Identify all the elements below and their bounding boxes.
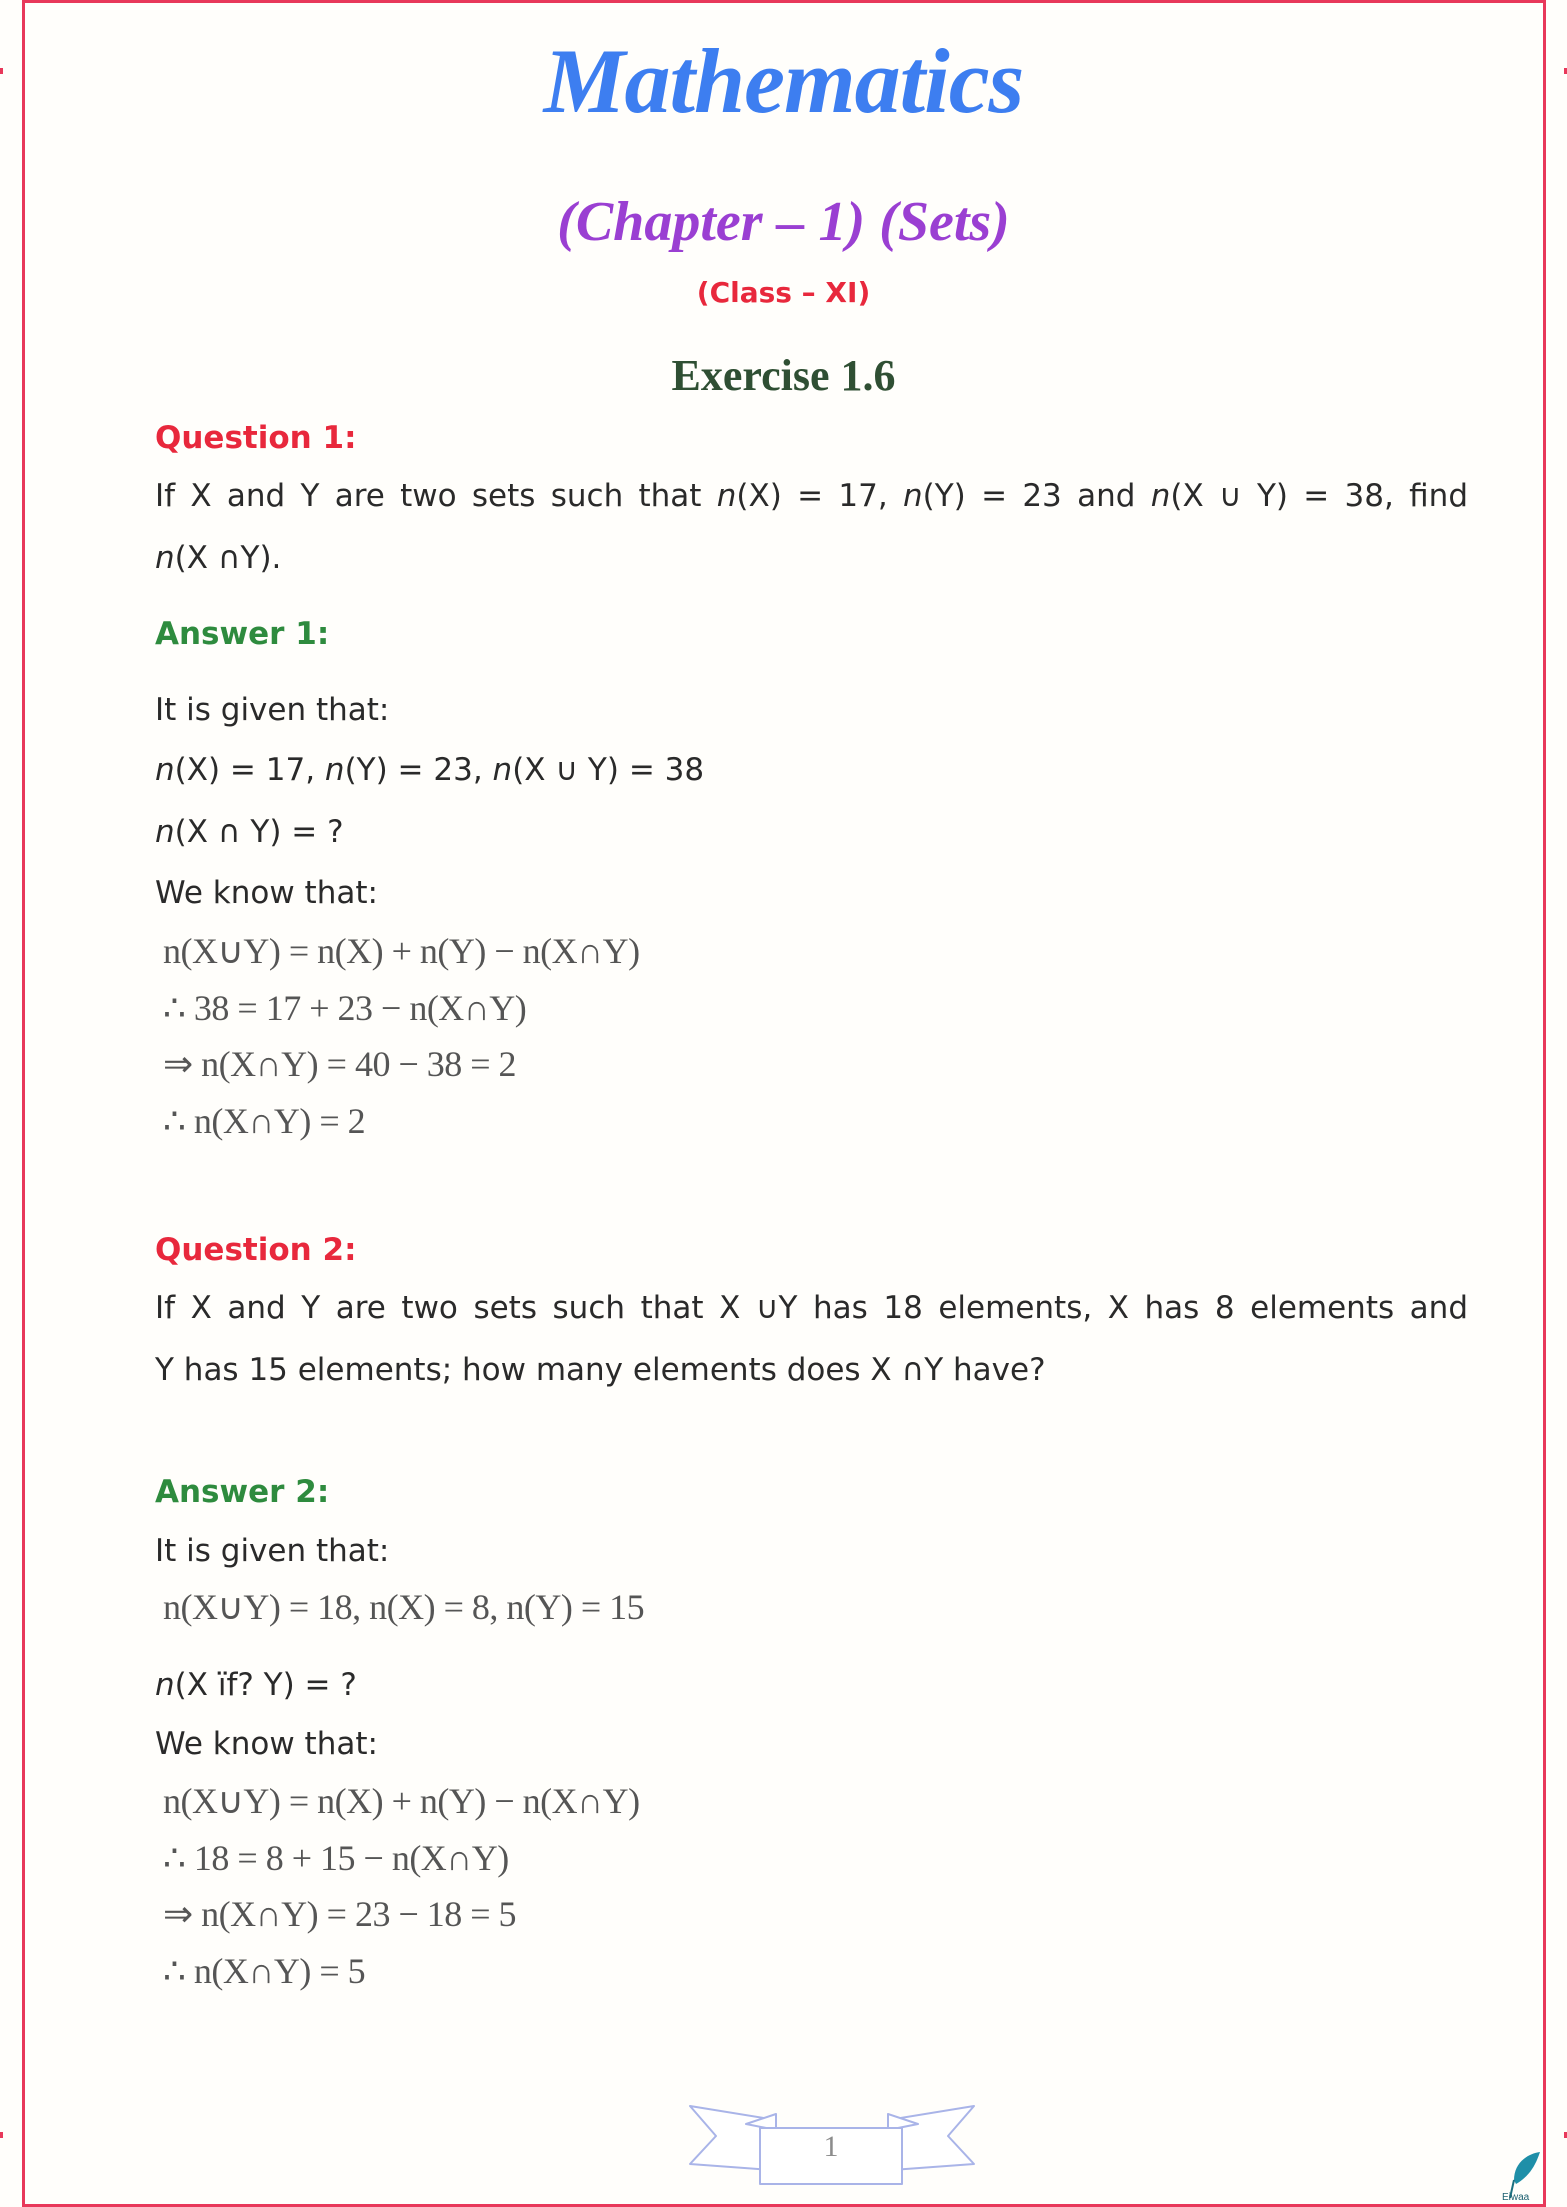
var-n: n xyxy=(155,540,175,576)
answer-2-unknown xyxy=(155,1667,357,1703)
var-n: n xyxy=(155,752,175,788)
answer-2-equation-1: n(X∪Y) = n(X) + n(Y) − n(X∩Y) xyxy=(163,1781,640,1821)
publisher-logo-icon xyxy=(1500,2150,1542,2202)
var-n: n xyxy=(155,1667,175,1703)
answer-2-given: It is given that: xyxy=(155,1533,390,1569)
text-segment: (X ∩Y). xyxy=(174,540,282,576)
var-n: n xyxy=(903,478,923,514)
answer-1-equation-4: ∴ n(X∩Y) = 2 xyxy=(163,1101,366,1141)
page-title: Mathematics xyxy=(543,30,1024,132)
var-n: n xyxy=(324,752,345,788)
answer-2-given-values: n(X∪Y) = 18, n(X) = 8, n(Y) = 15 xyxy=(163,1587,645,1627)
var-n: n xyxy=(155,814,175,850)
question-2-text-line-1: If X and Y are two sets such that X ∪Y has 18 elements, X has 8 elements and xyxy=(155,1290,1468,1326)
answer-1-unknown xyxy=(155,814,344,850)
var-n: n xyxy=(716,478,737,514)
edge-mark xyxy=(0,2132,3,2138)
answer-2-equation-4: ∴ n(X∩Y) = 5 xyxy=(163,1951,366,1991)
answer-2-we-know: We know that: xyxy=(155,1726,378,1762)
question-1-label: Question 1: xyxy=(155,420,357,456)
class-heading: (Class – XI) xyxy=(696,276,871,309)
text-segment: (X ∪ Y) = 38, find xyxy=(1170,478,1468,514)
answer-1-equation-1: n(X∪Y) = n(X) + n(Y) − n(X∩Y) xyxy=(163,931,640,971)
var-n: n xyxy=(492,752,513,788)
text-segment: (X) = 17, xyxy=(174,752,325,788)
text-segment: (X ïf? Y) = ? xyxy=(174,1667,357,1703)
answer-1-equation-2: ∴ 38 = 17 + 23 − n(X∩Y) xyxy=(163,988,527,1028)
answer-1-equation-3: ⇒ n(X∩Y) = 40 − 38 = 2 xyxy=(163,1044,517,1084)
question-1-text-line-2 xyxy=(155,540,281,576)
chapter-heading: (Chapter – 1) (Sets) xyxy=(557,191,1010,253)
answer-2-equation-2: ∴ 18 = 8 + 15 − n(X∩Y) xyxy=(163,1838,509,1878)
answer-1-given: It is given that: xyxy=(155,692,390,728)
svg-text:Eiwaa: Eiwaa xyxy=(1502,2192,1530,2202)
answer-1-given-values xyxy=(155,752,704,788)
answer-2-label: Answer 2: xyxy=(155,1474,330,1510)
text-segment: (X ∩ Y) = ? xyxy=(174,814,344,850)
text-segment: (X) = 17, xyxy=(736,478,903,514)
question-2-text-line-2: Y has 15 elements; how many elements does X ∩Y have? xyxy=(155,1352,1046,1388)
text-segment: (Y) = 23 and xyxy=(922,478,1151,514)
answer-2-equation-3: ⇒ n(X∩Y) = 23 − 18 = 5 xyxy=(163,1894,517,1934)
text-segment: (Y) = 23, xyxy=(344,752,493,788)
page-number: 1 xyxy=(823,2130,839,2163)
exercise-heading: Exercise 1.6 xyxy=(671,351,896,400)
answer-1-label: Answer 1: xyxy=(155,616,330,652)
text-segment: If X and Y are two sets such that xyxy=(155,478,717,514)
question-1-text-line-1 xyxy=(155,478,1468,514)
question-2-label: Question 2: xyxy=(155,1232,357,1268)
answer-1-we-know: We know that: xyxy=(155,875,378,911)
text-segment: (X ∪ Y) = 38 xyxy=(512,752,705,788)
var-n: n xyxy=(1150,478,1171,514)
